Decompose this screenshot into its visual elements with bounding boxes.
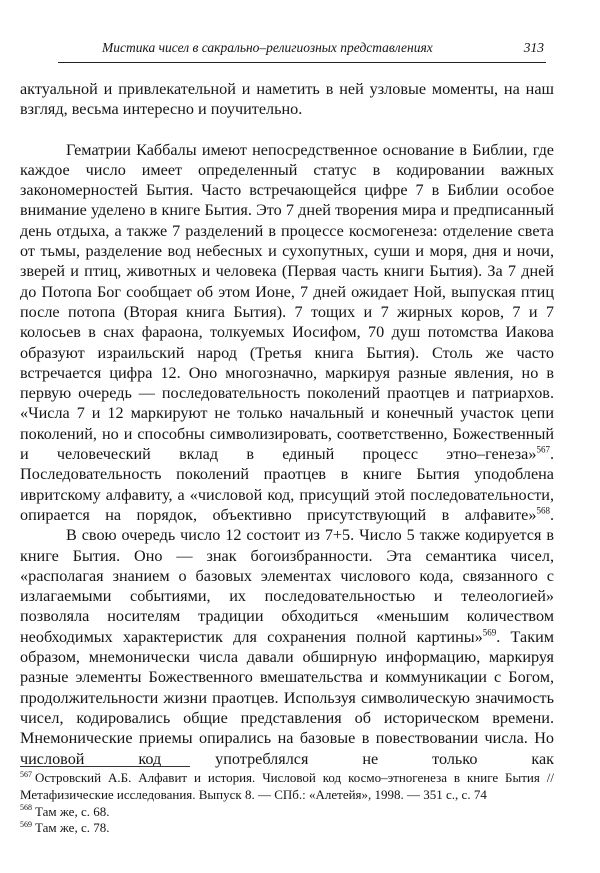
footnote: $^{567}$ Островский А.Б. Алфавит и история. Числовой код космо–этногенеза в книге Бытия // Метафизические исследования. Выпуск 8. — СПб.: «Алетейя», 1998. — 351 с., с. 74 <box>20 769 554 802</box>
paragraph: Гематрии Каббалы имеют непосредственное основание в Библии, где каждое число имеет определенный статус в кодировании важных закономерностей Бытия. Часто встречающейся цифре 7 в Библии особое внимание уделено в книге Бытия. Это 7 дней творения мира и предписанный день отдыха, а также 7 разделений в процессе космогенеза: отделение света от тьмы, разделение вод небесных и сухопутных, суши и моря, дня и ночи, зверей и птиц, животных и человека (Первая часть книги Бытия). За 7 дней до Потопа Бог сообщает об этом Ионе, 7 дней ожидает Ной, выпуская птиц после потопа (Вторая книга Бытия). 7 тощих и 7 жирных коров, 7 и 7 колосьев в снах фараона, толкуемых Иосифом, 70 душ потомства Иакова образуют израильский народ (Третья книга Бытия). Столь же часто встречается цифра 12. Оно многозначно, маркируя разные явления, но в первую очередь — последовательность поколений праотцев и патриархов. «Числа 7 и 12 маркируют не только начальный и конечный участок цепи поколений, но и способны символизировать, соответственно, Божественный и человеческий вклад в единый процесс этно–генеза»$^{567}$. Последовательность поколений праотцев в книге Бытия уподоблена ивритскому алфавиту, а «числовой код, присущий этой последовательности, опирается на порядок, объективно присутствующий в алфавите»$^{568}$. <box>20 140 554 524</box>
footnote-mark: 568 <box>20 803 32 813</box>
body-text <box>20 79 554 769</box>
running-title: Мистика чисел в сакрально–религиозных представлениях <box>102 40 433 55</box>
footnote-rule <box>20 766 190 767</box>
footnote: $^{569}$ Там же, с. 78. <box>20 820 110 836</box>
footnote-ref: 567 <box>536 444 550 455</box>
footnote: $^{568}$ Там же, с. 68. <box>20 803 110 819</box>
page-number: 313 <box>523 40 544 55</box>
footnote-mark: 567 <box>20 769 32 779</box>
header-rule <box>58 62 546 63</box>
footnote-ref: 569 <box>482 627 497 638</box>
footnote-ref: 568 <box>536 505 550 516</box>
paragraph: актуальной и привлекательной и наметить в ней узловые моменты, на наш взгляд, весьма интересно и поучительно. <box>20 80 554 119</box>
paragraph: В свою очередь число 12 состоит из 7+5. Число 5 также кодируется в книге Бытия. Оно — знак богоизбранности. Эта семантика чисел, «располагая знанием о базовых элементах числового кода, связанного с излагаемыми событиями, их последовательностью и телеологией» позволяла носителям традиции обходиться «меньшим количеством необходимых характеристик для сохранения полной картины»$^{569}$. Таким образом, мнемонически числа давали обширную информацию, маркируя разные элементы Божественного вмешательства и коммуникации с Богом, продолжительности жизни праотцев. Используя символическую значимость чисел, кодировались общие представления об историческом времени. Мнемонические приемы опирались на базовые в повествовании числа. Но числовой код употреблялся не только как <box>20 526 554 768</box>
footnote-mark: 569 <box>20 820 32 830</box>
footnotes <box>20 770 554 837</box>
